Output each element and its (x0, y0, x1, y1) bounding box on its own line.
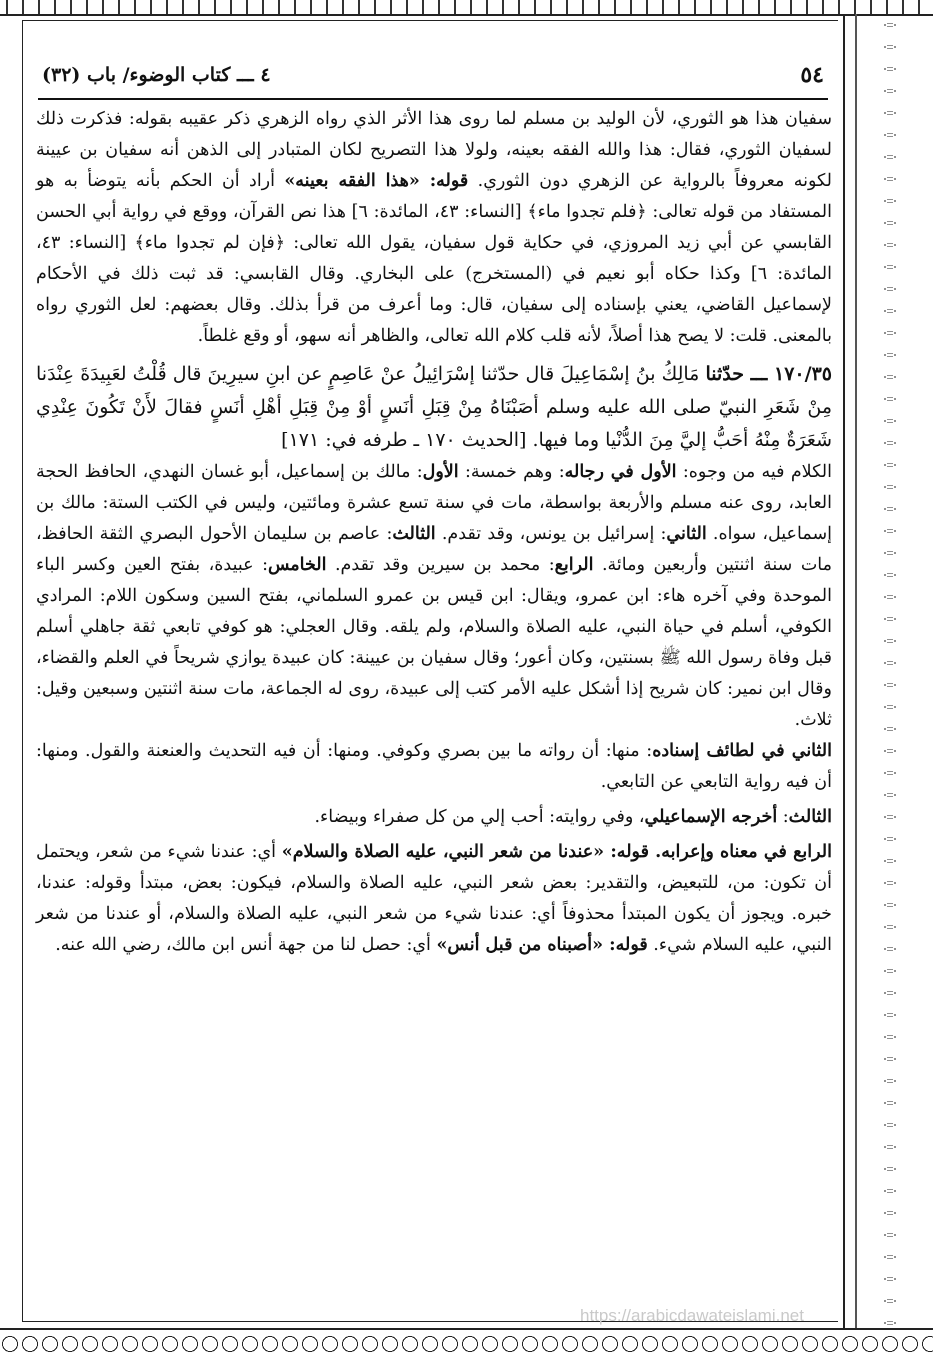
bold-term: أخرجه الإسماعيلي (644, 807, 778, 827)
text-run: : عبيدة، بفتح العين وكسر الباء الموحدة وفي آخره هاء: ابن عمرو، ويقال: ابن قيس بن عمرو السلماني، بفتح السين وسكون اللام: المرادي الكوفي، أسلم في حياة النبي، عليه الصلاة والسلام، ولم يلقه. وقال العجلي: هو كوفي تابعي ثقة جاهلي أسلم قبل وفاة رسول الله ﷺ بسنتين، وكان أعور؛ وقال سفيان بن عيينة: كان عبيدة يوازي شريحاً في العلم والقضاء، وقال ابن نمير: كان شريح إذا أشكل عليه الأمر كتب إلى عبيدة، روى له الجماعة، مات سنة اثنتين وسبعين وقيل: ثلاث. (36, 555, 832, 730)
bold-term: الثاني (666, 524, 707, 544)
text-run: أي: عندنا شيء من شعر، ويحتمل أن تكون: من، للتبعيض، والتقدير: بعض شعر النبي، عليه الصلاة والسلام، فيكون: بعض، مبتدأ وقوله: عندنا، خبره. ويجوز أن يكون المبتدأ محذوفاً أي: عندنا شيء من شعر النبي، عليه الصلاة والسلام، أو عندنا من شعر النبي، عليه السلام شيء. (36, 842, 832, 955)
text-paragraph (36, 457, 832, 736)
bold-term: ١٧٠/٣٥ ـــ حدّثنا (705, 363, 832, 385)
text-run: : وهم خمسة: (458, 462, 565, 482)
bold-term: الثاني في لطائف إسناده (652, 741, 832, 761)
text-paragraph (36, 802, 832, 833)
text-run: أي: حصل لنا من جهة أنس ابن مالك، رضي الله عنه. (55, 935, 437, 955)
right-ornamental-border (843, 14, 933, 1330)
bold-term: الرابع (554, 555, 594, 575)
running-header (38, 58, 828, 100)
page-body (36, 104, 832, 961)
text-run: أراد أن الحكم بأنه يتوضأ به هو المستفاد من قوله تعالى: ﴿فلم تجدوا ماء﴾ [النساء: ٤٣، المائدة: ٦] هذا نص القرآن، ووقع في رواية أبي الحسن القابسي عن أبي زيد المروزي، في حكاية قول سفيان، يقول الله تعالى: ﴿فإن لم تجدوا ماء﴾ [النساء: ٤٣، المائدة: ٦] وكذا حكاه أبو نعيم في (المستخرج) على البخاري. وقال القابسي: قد ثبت ذلك في الأحكام لإسماعيل القاضي، يعني بإسناده إلى سفيان، قال: وما أعرف من قرأ بذلك. وقال بعضهم: لعل الثوري رواه بالمعنى. قلت: لا يصح هذا أصلاً، لأنه قلب كلام الله تعالى، والظاهر أنه سهو، أو وقع غلطاً. (36, 171, 833, 346)
chapter-title: ٤ ـــ كتاب الوضوء/ باب (٣٢) (42, 64, 271, 86)
text-paragraph (36, 736, 832, 798)
bold-term: الثالث (788, 807, 832, 827)
watermark-url: https://arabicdawateislami.net (580, 1306, 804, 1325)
bold-term: الأول في رجاله (564, 462, 677, 482)
page-number: ٥٤ (800, 62, 824, 88)
text-run: : محمد بن سيرين وقد تقدم. (326, 555, 555, 575)
text-run: مَالِكُ بنُ إسْمَاعِيلَ قال حدّثنا إسْرَائِيلُ عنْ عَاصِمٍ عن ابنِ سيرِينَ قال قُلْتُ لعَبِيدَةَ عِنْدَنا مِنْ شَعَرِ النبيّ صلى الله عليه وسلم أصَبْنَاهُ مِنْ قِبَلِ أنَسٍ أوْ مِنْ قِبَلِ أهْلِ أنَسٍ فقالَ لأَنْ تَكُونَ عِنْدِي شَعَرَةٌ مِنْهُ أحَبُّ إليَّ مِنَ الدُّنْيا وما فيها. [الحديث ١٧٠ ـ طرفه في: ١٧١] (36, 363, 832, 451)
text-run: ، وفي روايته: أحب إلي من كل صفراء وبيضاء. (314, 807, 645, 827)
text-run: : منها: أن رواته ما بين بصري وكوفي. ومنها: أن فيه التحديث والعنعنة والقول. ومنها: أن فيه رواية التابعي عن التابعي. (36, 741, 832, 792)
hadith-paragraph (36, 358, 832, 457)
bold-term: الرابع في معناه وإعرابه. قوله: «عندنا من شعر النبي، عليه الصلاة والسلام» (281, 842, 832, 862)
bold-term: الثالث (392, 524, 436, 544)
bold-term: قوله: «أصبناه من قبل أنس» (436, 935, 648, 955)
top-ornamental-border (0, 0, 933, 16)
text-paragraph (36, 104, 832, 352)
bold-term: قوله: «هذا الفقه بعينه» (284, 171, 469, 191)
text-run: : إسرائيل بن يونس، وقد تقدم. (435, 524, 667, 544)
text-run: : عاصم بن سليمان الأحول البصري الثقة الحافظ، مات سنة اثنتين وأربعين ومائة. (36, 524, 832, 575)
text-run: الكلام فيه من وجوه: (676, 462, 832, 482)
bold-term: الأول (422, 462, 459, 482)
text-run: : (777, 807, 789, 827)
bold-term: الخامس (267, 555, 327, 575)
text-paragraph (36, 837, 832, 961)
text-run: : مالك بن إسماعيل، أبو غسان النهدي، الحافظ الحجة العابد، روى عنه مسلم والأربعة بواسطة، مات في سنة تسع عشرة ومائتين، وليس في الكتب الستة: مالك بن إسماعيل، سواه. (36, 462, 832, 544)
bottom-ornamental-border (0, 1328, 933, 1361)
text-run: سفيان هذا هو الثوري، لأن الوليد بن مسلم لما روى هذا الأثر الذي رواه الزهري ذكر عقيبه بقوله: فذكرت ذلك لسفيان الثوري، فقال: هذا والله الفقه بعينه، ولولا هذا التصريح لكان المتبادر إلى الذهن أنه سفيان بن عيينة لكونه معروفاً بالرواية عن الزهري دون الثوري. (36, 109, 832, 191)
